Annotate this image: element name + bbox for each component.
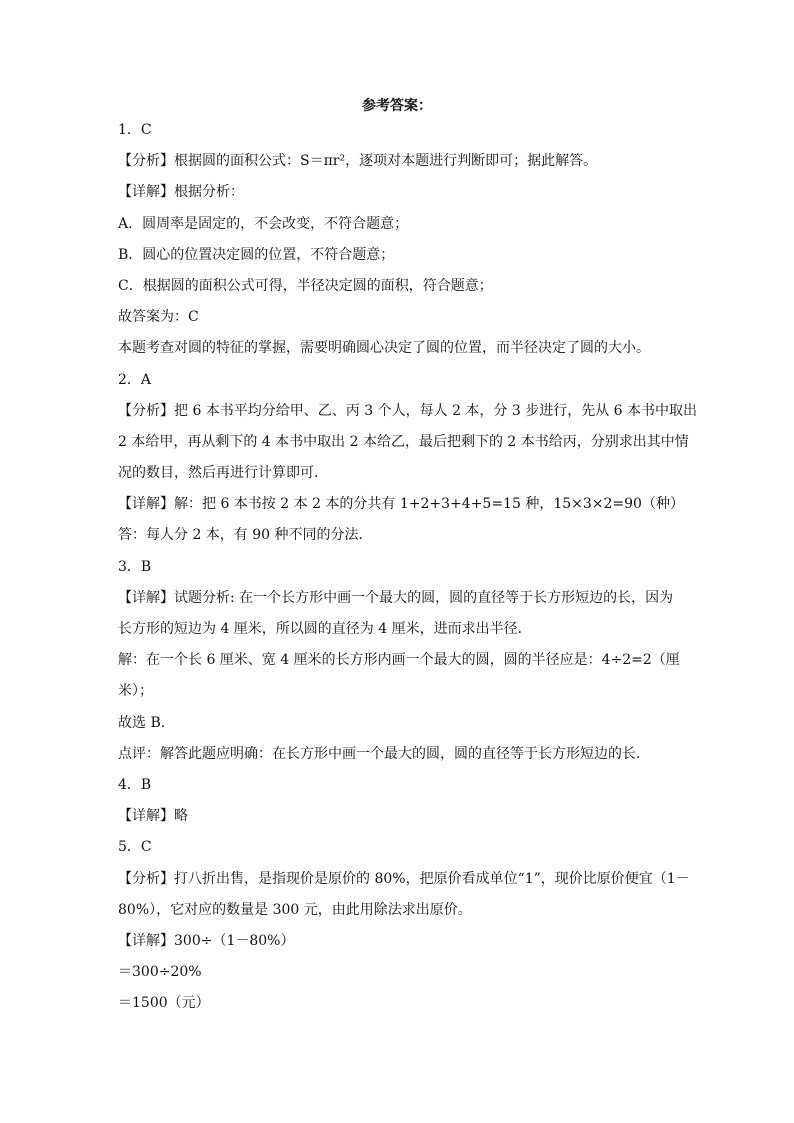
answer-body <box>118 120 698 1024</box>
answer-line: 解：在一个长 6 厘米、宽 4 厘米的长方形内画一个最大的圆，圆的半径应是：4÷2=2（厘 <box>118 652 680 669</box>
answer-line: 2 本给甲，再从剩下的 4 本书中取出 2 本给乙，最后把剩下的 2 本书给丙，分别求出其中情 <box>118 433 689 450</box>
answer-line: 【详解】试题分析: 在一个长方形中画一个最大的圆，圆的直径等于长方形短边的长，因为 <box>118 589 674 606</box>
answer-line: 况的数目，然后再进行计算即可． <box>118 465 328 482</box>
answer-line: ＝300÷20% <box>118 964 202 981</box>
answer-line: 【分析】把 6 本书平均分给甲、乙、丙 3 个人，每人 2 本，分 3 步进行，先从 6 本书中取出 <box>118 402 698 419</box>
answer-line: 【详解】略 <box>118 808 188 825</box>
answer-line: 答：每人分 2 本，有 90 种不同的分法． <box>118 527 373 544</box>
answer-line: 故选 B． <box>118 714 175 731</box>
answer-line: 【详解】300÷（1－80%） <box>118 932 295 949</box>
answer-line: 5．C <box>118 839 152 856</box>
answer-line: 3．B <box>118 558 152 575</box>
answer-line: 长方形的短边为 4 厘米，所以圆的直径为 4 厘米，进而求出半径． <box>118 621 532 637</box>
answer-line: 故答案为：C <box>118 309 199 326</box>
answer-line: 1．C <box>118 122 152 138</box>
answer-line: C．根据圆的面积公式可得，半径决定圆的面积，符合题意； <box>118 277 493 294</box>
answer-line: 80%），它对应的数量是 300 元，由此用除法求出原价。 <box>118 901 472 918</box>
answer-line: 【分析】打八折出售，是指现价是原价的 80%，把原价看成单位“1”，现价比原价便宜（1－ <box>118 870 690 887</box>
answer-line: 【详解】根据分析： <box>118 184 244 201</box>
answer-line: ＝1500（元） <box>118 995 210 1012</box>
answer-line: A．圆周率是固定的，不会改变，不符合题意； <box>118 215 409 232</box>
answer-line: 【分析】根据圆的面积公式：S＝πr²，逐项对本题进行判断即可；据此解答。 <box>118 153 598 170</box>
page-title: 参考答案： <box>362 98 432 114</box>
answer-line: 米）； <box>118 683 153 700</box>
answer-line: 本题考查对圆的特征的掌握，需要明确圆心决定了圆的位置，而半径决定了圆的大小。 <box>118 340 650 357</box>
answer-line: 点评：解答此题应明确：在长方形中画一个最大的圆，圆的直径等于长方形短边的长． <box>118 745 650 762</box>
answer-line: B．圆心的位置决定圆的位置，不符合题意； <box>118 246 395 263</box>
answer-line: 2．A <box>118 371 152 388</box>
answer-line: 4．B <box>118 776 152 793</box>
answer-line: 【详解】解：把 6 本书按 2 本 2 本的分共有 1+2+3+4+5=15 种，15×3×2=90（种） <box>118 496 684 513</box>
